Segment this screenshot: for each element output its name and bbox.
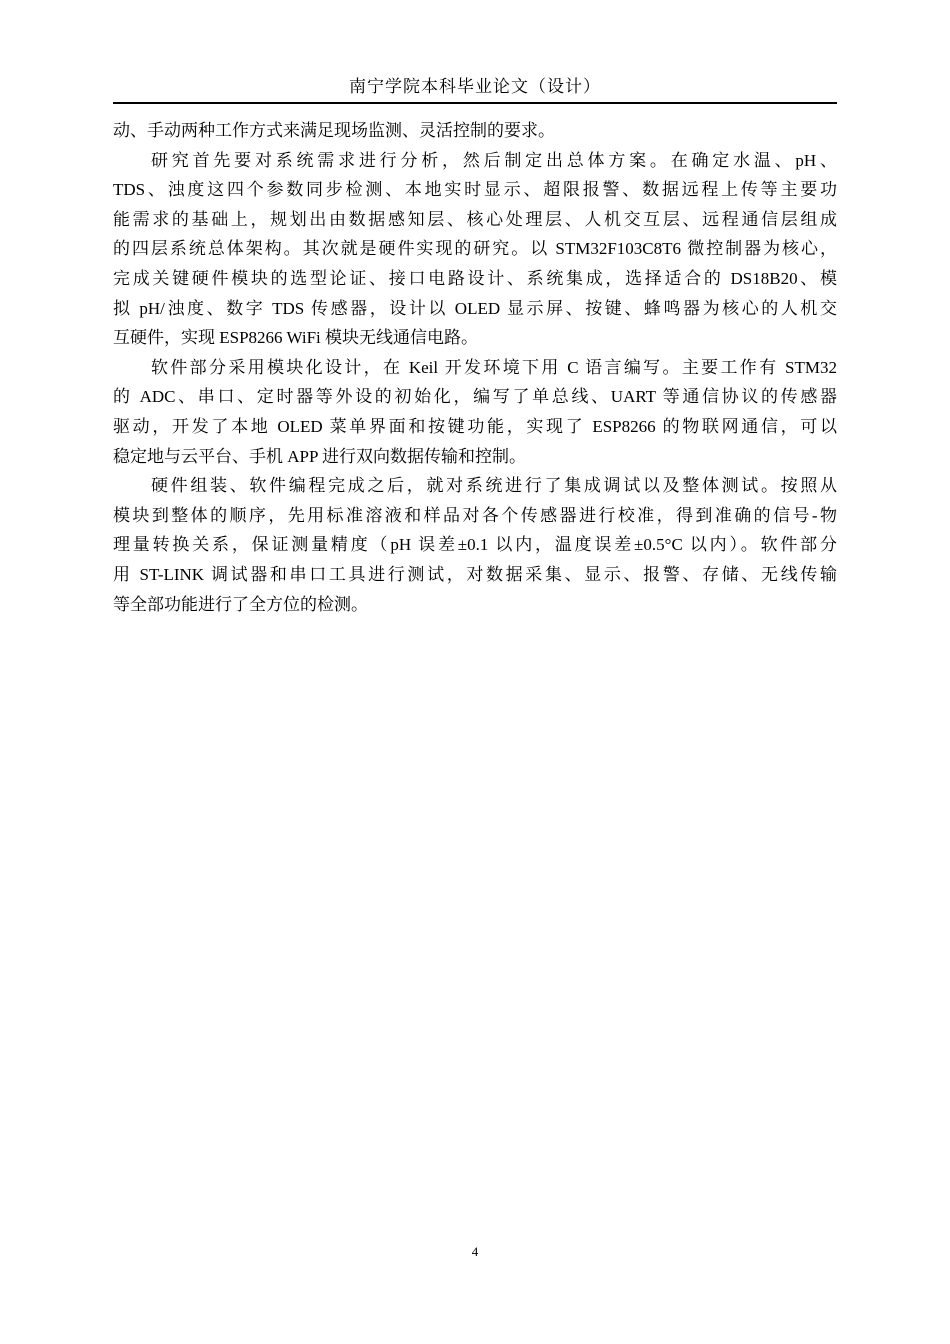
body-text bbox=[113, 116, 837, 619]
text-line: 软件部分采用模块化设计，在 Keil 开发环境下用 C 语言编写。主要工作有 STM32 bbox=[151, 357, 837, 377]
text-line: 动、手动两种工作方式来满足现场监测、灵活控制的要求。 bbox=[113, 121, 555, 140]
text-line: 的 ADC、串口、定时器等外设的初始化，编写了单总线、UART 等通信协议的传感器 bbox=[113, 387, 837, 407]
text-line: 等全部功能进行了全方位的检测。 bbox=[113, 594, 368, 614]
text-line: 拟 pH/浊度、数字 TDS 传感器，设计以 OLED 显示屏、按键、蜂鸣器为核心的人机交 bbox=[113, 298, 837, 318]
text-line: TDS、浊度这四个参数同步检测、本地实时显示、超限报警、数据远程上传等主要功 bbox=[113, 180, 837, 200]
text-line: 完成关键硬件模块的选型论证、接口电路设计、系统集成，选择适合的 DS18B20、模 bbox=[113, 268, 837, 288]
text-line: 稳定地与云平台、手机 APP 进行双向数据传输和控制。 bbox=[113, 446, 527, 466]
page-header bbox=[113, 74, 837, 104]
header-title: 南宁学院本科毕业论文（设计） bbox=[349, 77, 601, 96]
text-line: 能需求的基础上，规划出由数据感知层、核心处理层、人机交互层、远程通信层组成 bbox=[113, 209, 837, 229]
text-line: 用 ST-LINK 调试器和串口工具进行测试，对数据采集、显示、报警、存储、无线传输 bbox=[113, 564, 837, 584]
text-line: 理量转换关系，保证测量精度（pH 误差±0.1 以内，温度误差±0.5°C 以内）。软件部分 bbox=[113, 535, 837, 555]
text-line: 硬件组装、软件编程完成之后，就对系统进行了集成调试以及整体测试。按照从 bbox=[151, 476, 837, 496]
page-number: 4 bbox=[471, 1244, 479, 1259]
text-line: 驱动，开发了本地 OLED 菜单界面和按键功能，实现了 ESP8266 的物联网通信，可以 bbox=[113, 416, 837, 436]
text-line: 互硬件，实现 ESP8266 WiFi 模块无线通信电路。 bbox=[113, 328, 479, 348]
text-line: 研究首先要对系统需求进行分析，然后制定出总体方案。在确定水温、pH、 bbox=[151, 150, 837, 170]
text-line: 模块到整体的顺序，先用标准溶液和样品对各个传感器进行校准，得到准确的信号-物 bbox=[113, 505, 837, 525]
text-line: 的四层系统总体架构。其次就是硬件实现的研究。以 STM32F103C8T6 微控制器为核心， bbox=[113, 239, 837, 259]
